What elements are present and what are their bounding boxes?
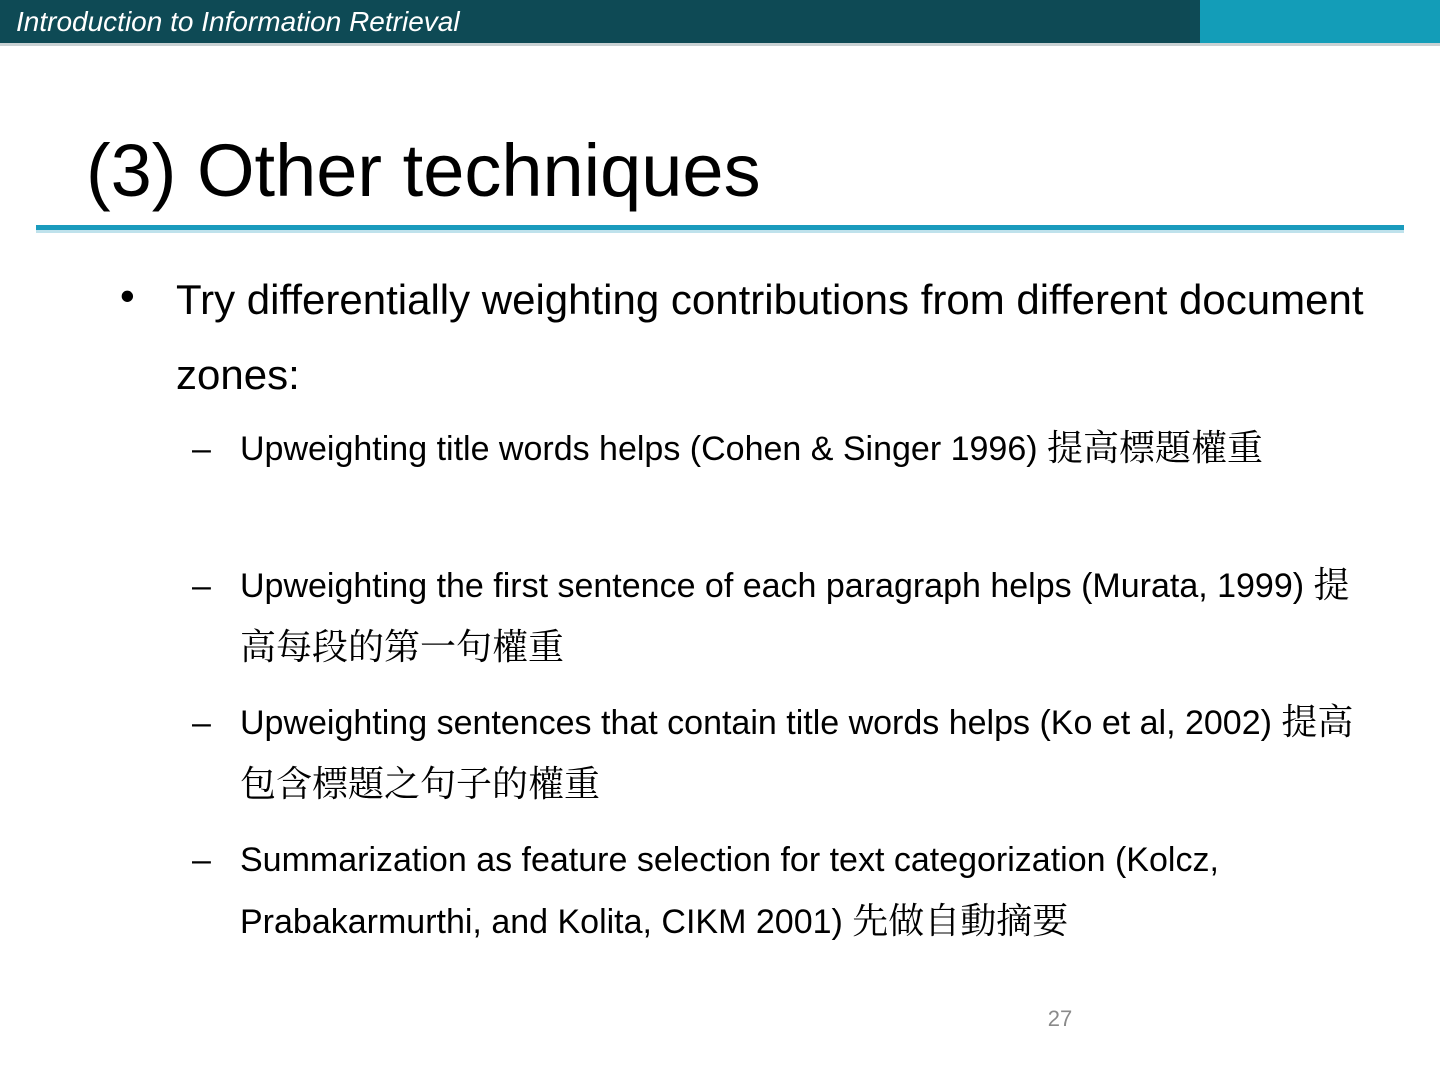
sub-item-text bbox=[240, 418, 1380, 480]
header-bar bbox=[0, 0, 1440, 43]
sub-item-english: Upweighting the first sentence of each paragraph helps (Murata, 1999) bbox=[240, 567, 1305, 605]
bullet-icon: • bbox=[120, 272, 135, 319]
course-title: Introduction to Information Retrieval bbox=[16, 6, 460, 37]
dash-icon: – bbox=[192, 567, 211, 605]
sub-item-text bbox=[240, 692, 1380, 816]
header-shadow bbox=[0, 43, 1440, 46]
sub-item-chinese: 先做自動摘要 bbox=[852, 901, 1069, 942]
dash-icon: – bbox=[192, 841, 211, 879]
sub-item-english: Upweighting sentences that contain title words helps (Ko et al, 2002) bbox=[240, 704, 1272, 742]
sub-item-chinese: 提高標題權重 bbox=[1047, 428, 1264, 469]
dash-icon: – bbox=[192, 704, 211, 742]
slide-title: (3) Other techniques bbox=[86, 129, 761, 212]
sub-item-english: Upweighting title words helps (Cohen & Singer 1996) bbox=[240, 430, 1038, 468]
dash-icon: – bbox=[192, 430, 211, 468]
sub-item-english: Summarization as feature selection for text categorization (Kolcz, Prabakarmurthi, and Kolita, CIKM 2001) bbox=[240, 841, 1219, 941]
sub-item-chinese: 提高每段的第一句權重 bbox=[240, 565, 1350, 668]
title-underline-shadow bbox=[36, 230, 1404, 233]
main-bullet-text: Try differentially weighting contributions from different document zones: bbox=[176, 276, 1364, 398]
header-light-band bbox=[1200, 0, 1440, 43]
sub-item-chinese: 提高包含標題之句子的權重 bbox=[240, 702, 1354, 805]
sub-item-text bbox=[240, 555, 1380, 679]
sub-item-text bbox=[240, 829, 1380, 953]
page-number: 27 bbox=[1047, 1006, 1073, 1031]
